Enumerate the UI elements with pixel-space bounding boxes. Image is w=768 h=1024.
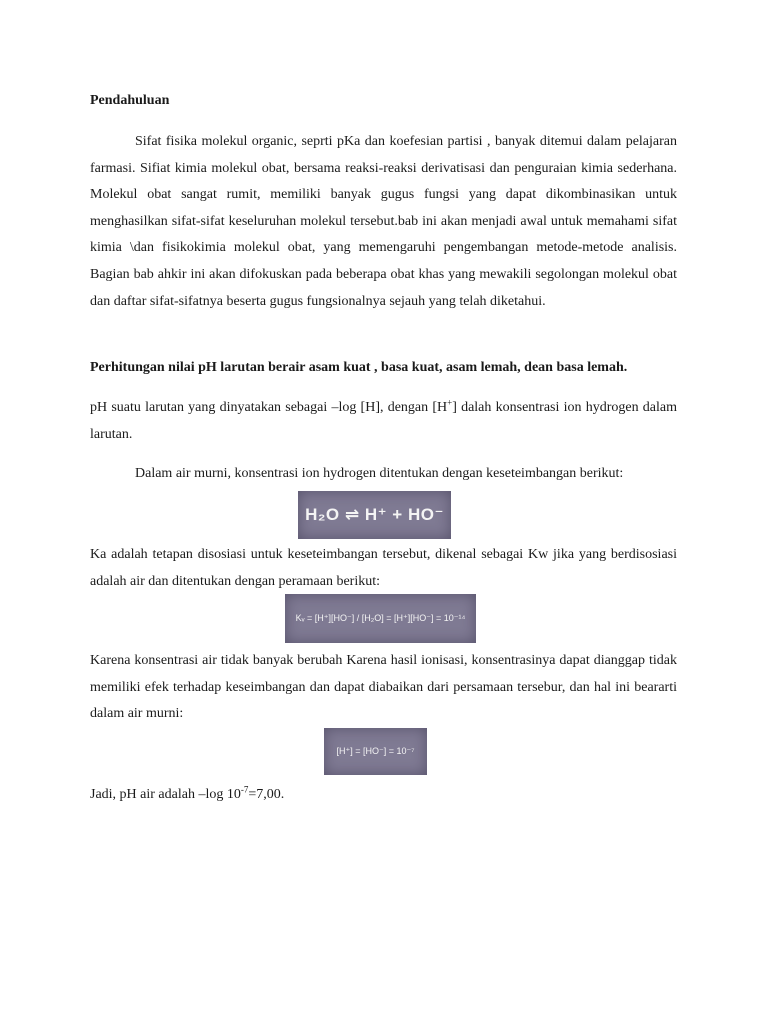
text-span: pH suatu larutan yang dinyatakan sebagai –log [H], dengan [H <box>90 400 448 415</box>
heading-pendahuluan: Pendahuluan <box>90 93 170 108</box>
paragraph-ph-definition <box>90 395 677 448</box>
text-span: Jadi, pH air adalah –log 10 <box>90 787 241 802</box>
paragraph-ka-definition: Ka adalah tetapan disosiasi untuk keseteimbangan tersebut, dikenal sebagai Kw jika yang berdisosiasi adalah air dan ditentukan dengan peramaan berikut: <box>90 547 677 589</box>
text-span: ] dalah konsentrasi ion hydrogen dalam larutan. <box>90 400 678 442</box>
equation-image-kw: Kᵥ = [H⁺][HO⁻] / [H₂O] = [H⁺][HO⁻] = 10⁻¹⁴ <box>285 594 476 643</box>
superscript-exponent: -7 <box>240 784 249 795</box>
equation-image-water-dissociation: H₂O ⇌ H⁺ + HO⁻ <box>298 491 451 539</box>
paragraph-introduction: Sifat fisika molekul organic, seprti pKa dan koefesian partisi , banyak ditemui dalam pelajaran farmasi. Sifiat kimia molekul obat, bersama reaksi-reaksi derivatisasi dan penguraian kimia sederhana. Molekul obat sangat rumit, memiliki banyak gugus fungsi yang dapat dikombinasikan untuk menghasilkan sifat-sifat keseluruhan molekul tersebut.bab ini akan menjadi awal untuk memahami sifat kimia \dan fisikokimia molekul obat, yang memengaruhi pengembangan metode-metode analisis. Bagian bab ahkir ini akan difokuskan pada beberapa obat khas yang mewakili segolongan molekul obat dan daftar sifat-sifatnya beserta gugus fungsionalnya sejauh yang telah diketahui. <box>90 134 677 309</box>
text-span: =7,00. <box>248 787 285 802</box>
heading-ph-calculation: Perhitungan nilai pH larutan berair asam kuat , basa kuat, asam lemah, dean basa lemah. <box>90 360 628 375</box>
paragraph-ph-water <box>90 784 285 803</box>
equation-image-ion-concentration: [H⁺] = [HO⁻] = 10⁻⁷ <box>324 728 427 775</box>
paragraph-water-concentration: Karena konsentrasi air tidak banyak berubah Karena hasil ionisasi, konsentrasinya dapat dianggap tidak memiliki efek terhadap keseimbangan dan dapat diabaikan dari persamaan tersebur, dan hal ini beararti dalam air murni: <box>90 653 677 722</box>
paragraph-pure-water: Dalam air murni, konsentrasi ion hydrogen ditentukan dengan keseteimbangan berikut: <box>135 466 624 481</box>
superscript-plus: + <box>447 397 453 408</box>
